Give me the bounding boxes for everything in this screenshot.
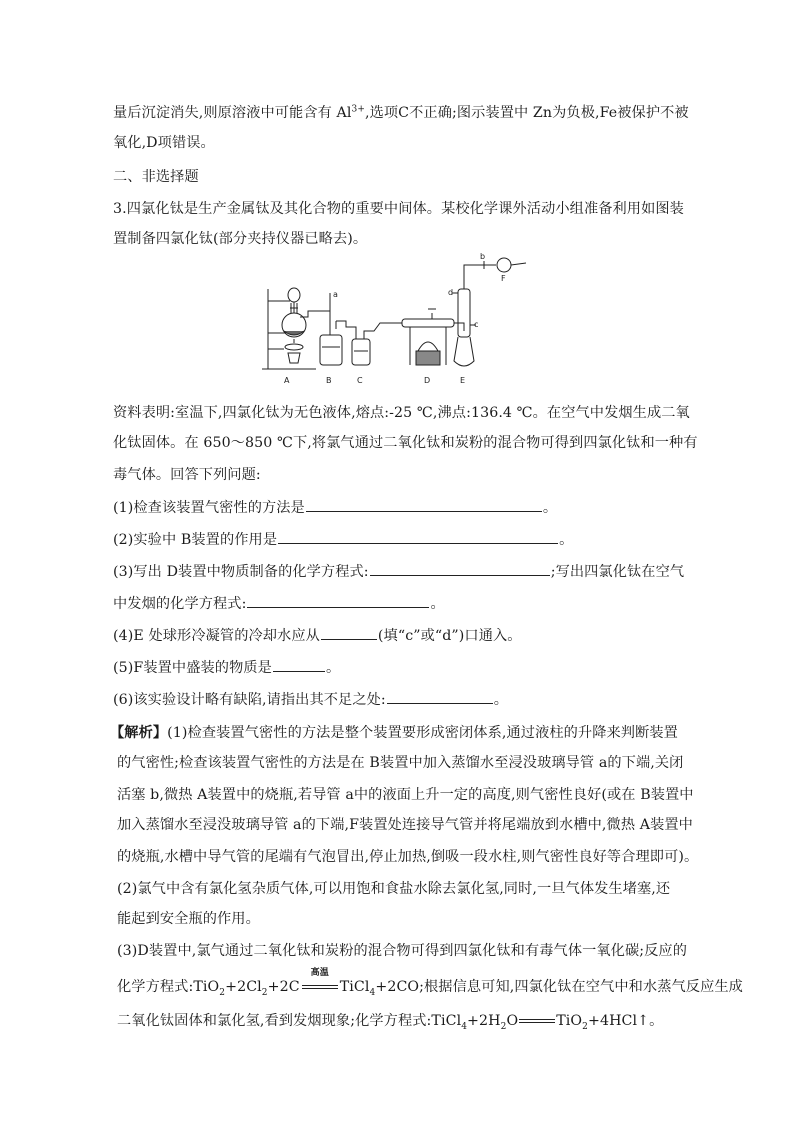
- analysis-line: 加入蒸馏水至浸没玻璃导管 a的下端,F装置处连接导气管并将尾端放到水槽中,微热 A装置中: [117, 817, 693, 833]
- analysis-line: 活塞 b,微热 A装置中的烧瓶,若导管 a中的液面上升一定的高度,则气密性良好(或在 B装置中: [117, 787, 694, 803]
- answer-blank[interactable]: [387, 689, 493, 704]
- answer-blank[interactable]: [321, 625, 377, 640]
- label-C: C: [357, 376, 363, 385]
- answer-blank[interactable]: [273, 657, 325, 672]
- reaction-condition: 高温: [300, 977, 340, 997]
- text-line: 量后沉淀消失,则原溶液中可能含有 $Al^{3+}$,选项C不正确;图示装置中 Zn为负极,Fe被保护不被: [113, 104, 689, 121]
- analysis-line: 能起到安全瓶的作用。: [117, 911, 260, 927]
- question-6: (6)该实验设计略有缺陷,请指出其不足之处: 。: [113, 689, 508, 710]
- analysis-line: 【解析】(1)检查装置气密性的方法是整个装置要形成密闭体系,通过液柱的升降来判断装置: [110, 725, 678, 741]
- label-d: d: [448, 288, 454, 297]
- question-stem: 3.四氯化钛是生产金属钛及其化合物的重要中间体。某校化学课外活动小组准备利用如图装: [113, 201, 684, 217]
- text-line: 资料表明:室温下,四氯化钛为无色液体,熔点:-25 ℃,沸点:136.4 ℃。在空气中发烟生成二氧: [113, 405, 690, 421]
- question-stem: 置制备四氯化钛(部分夹持仪器已略去)。: [113, 231, 368, 247]
- section-heading: 二、非选择题: [113, 169, 199, 185]
- label-E: E: [460, 376, 466, 385]
- label-B: B: [326, 376, 332, 385]
- analysis-line: (3)D装置中,氯气通过二氧化钛和炭粉的混合物可得到四氯化钛和有毒气体一氧化碳;反应的: [117, 943, 688, 959]
- label-D: D: [424, 376, 431, 385]
- question-5: (5)F装置中盛装的物质是 。: [113, 657, 340, 678]
- analysis-line: 的烧瓶,水槽中导气管的尾端有气泡冒出,停止加热,倒吸一段水柱,则气密性良好等合理即可)。: [117, 849, 699, 865]
- answer-blank[interactable]: [278, 529, 558, 544]
- question-1: (1)检查该装置气密性的方法是 。: [113, 497, 557, 518]
- label-F: F: [501, 274, 506, 283]
- label-A: A: [284, 376, 290, 385]
- text-line: 化钛固体。在 650～850 ℃下,将氯气通过二氧化钛和炭粉的混合物可得到四氯化钛和一种有: [113, 435, 698, 451]
- equation-line: 化学方程式$:TiO_2+2Cl_2+2C$ 高温 TiCl$_4$+2CO;根据信息可知,四氯化钛在空气中和水蒸气反应生成: [117, 968, 743, 998]
- analysis-line: 的气密性;检查该装置气密性的方法是在 B装置中加入蒸馏水至浸没玻璃导管 a的下端,关闭: [117, 755, 684, 771]
- label-b: b: [480, 253, 486, 261]
- apparatus-diagram: [260, 253, 532, 389]
- equals-sign: [519, 1019, 555, 1023]
- answer-blank[interactable]: [370, 561, 550, 576]
- answer-blank[interactable]: [247, 593, 429, 608]
- text-line: 氧化,D项错误。: [113, 135, 215, 151]
- question-4: (4)E 处球形冷凝管的冷却水应从 (填“c”或“d”)口通入。: [113, 625, 522, 646]
- question-2: (2)实验中 B装置的作用是 。: [113, 529, 573, 550]
- question-3-cont: 中发烟的化学方程式: 。: [113, 593, 445, 614]
- label-c: c: [474, 320, 479, 329]
- text-line: 毒气体。回答下列问题:: [113, 467, 261, 483]
- analysis-line: (2)氯气中含有氯化氢杂质气体,可以用饱和食盐水除去氯化氢,同时,一旦气体发生堵塞,还: [117, 881, 671, 897]
- answer-blank[interactable]: [306, 497, 542, 512]
- equation-line: 二氧化钛固体和氯化氢,看到发烟现象;化学方程式$:TiCl_4+2H_2O$ TiO$_2$+4HCl↑。: [117, 1013, 664, 1032]
- label-a: a: [333, 290, 338, 299]
- question-3: (3)写出 D装置中物质制备的化学方程式: ;写出四氯化钛在空气: [113, 561, 684, 582]
